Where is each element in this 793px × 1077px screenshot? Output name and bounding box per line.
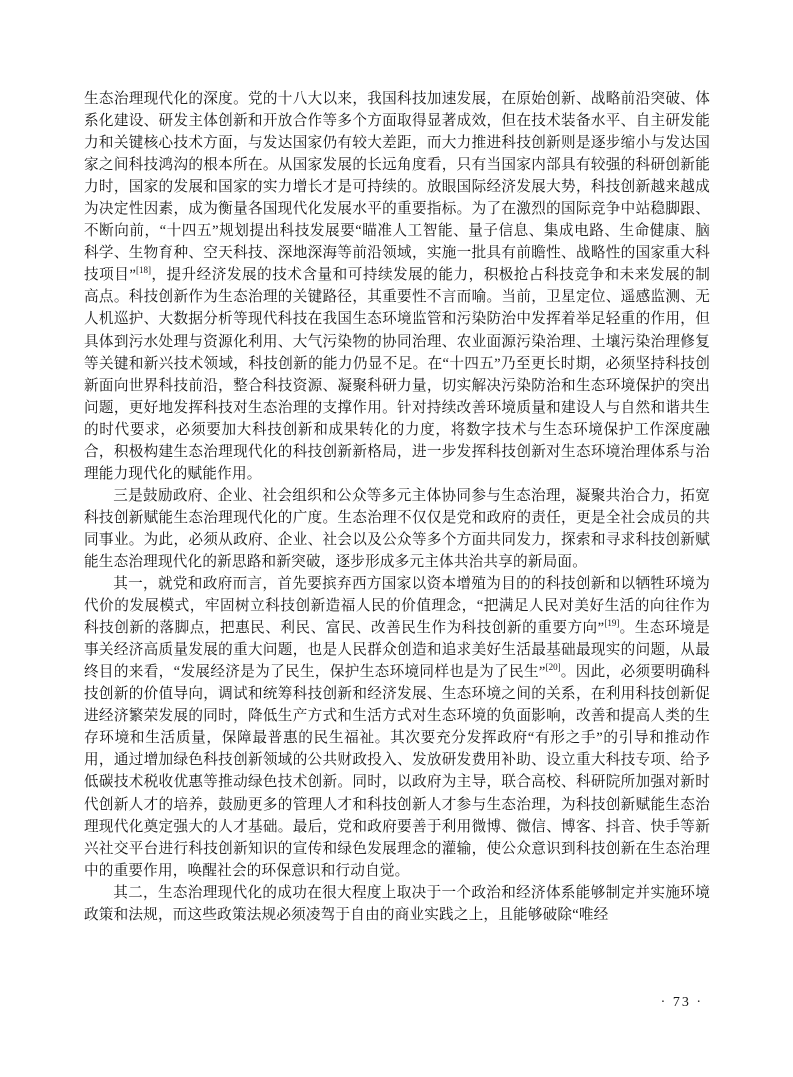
- page-number: · 73 ·: [660, 995, 703, 1010]
- body-text: [84, 88, 710, 926]
- paragraph: 其二，生态治理现代化的成功在很大程度上取决于一个政治和经济体系能够制定并实施环境政策和法规，而这些政策法规必须凌驾于自由的商业实践之上，且能够破除“唯经: [84, 884, 710, 923]
- citation-ref: [19]: [604, 618, 620, 629]
- paragraph: 三是鼓励政府、企业、社会组织和公众等多元主体协同参与生态治理，凝聚共治合力，拓宽科技创新赋能生态治理现代化的广度。生态治理不仅仅是党和政府的责任，更是全社会成员的共同事业。为此，必须从政府、企业、社会以及公众等多个方面共同发力，探索和寻求科技创新赋能生态治理现代化的新思路和新突破，逐步形成多元主体共治共享的新局面。: [84, 487, 710, 570]
- paragraph: 其一，就党和政府而言，首先要摈弃西方国家以资本增殖为目的的科技创新和以牺牲环境为代价的发展模式，牢固树立科技创新造福人民的价值理念，“把满足人民对美好生活的向往作为科技创新的落脚点，把惠民、利民、富民、改善民生作为科技创新的重要方向”[19]。生态环境是事关经济高质量发展的重大问题，也是人民群众创造和追求美好生活最基础最现实的问题，从最终目的来看，“发展经济是为了民生，保护生态环境同样也是为了民生”[20]。因此，必须要明确科技创新的价值导向，调试和统筹科技创新和经济发展、生态环境之间的关系，在利用科技创新促进经济繁荣发展的同时，降低生产方式和生活方式对生态环境的负面影响，改善和提高人类的生存环境和生活质量，保障最普惠的民生福祉。其次要充分发挥政府“有形之手”的引导和推动作用，通过增加绿色科技创新领域的公共财政投入、发放研发费用补助、设立重大科技专项、给予低碳技术税收优惠等推动绿色技术创新。同时，以政府为主导，联合高校、科研院所加强对新时代创新人才的培养，鼓励更多的管理人才和科技创新人才参与生态治理，为科技创新赋能生态治理现代化奠定强大的人才基础。最后，党和政府要善于利用微博、微信、博客、抖音、快手等新兴社交平台进行科技创新知识的宣传和绿色发展理念的灌输，使公众意识到科技创新在生态治理中的重要作用，唤醒社会的环保意识和行动自觉。: [84, 576, 711, 879]
- citation-ref: [20]: [545, 662, 561, 673]
- citation-ref: [18]: [136, 265, 152, 276]
- paragraph: 生态治理现代化的深度。党的十八大以来，我国科技加速发展，在原始创新、战略前沿突破、体系化建设、研发主体创新和开放合作等多个方面取得显著成效，但在技术装备水平、自主研发能力和关键核心技术方面，与发达国家仍有较大差距，而大力推进科技创新则是逐步缩小与发达国家之间科技鸿沟的根本所在。从国家发展的长远角度看，只有当国家内部具有较强的科研创新能力时，国家的发展和国家的实力增长才是可持续的。放眼国际经济发展大势，科技创新越来越成为决定性因素，成为衡量各国现代化发展水平的重要指标。为了在激烈的国际竞争中站稳脚跟、不断向前，“十四五”规划提出科技发展要“瞄准人工智能、量子信息、集成电路、生命健康、脑科学、生物育种、空天科技、深地深海等前沿领域，实施一批具有前瞻性、战略性的国家重大科技项目”[18]，提升经济发展的技术含量和可持续发展的能力，积极抢占科技竞争和未来发展的制高点。科技创新作为生态治理的关键路径，其重要性不言而喻。当前，卫星定位、遥感监测、无人机巡护、大数据分析等现代科技在我国生态环境监管和污染防治中发挥着举足轻重的作用，但具体到污水处理与资源化利用、大气污染物的协同治理、农业面源污染治理、土壤污染治理修复等关键和新兴技术领域，科技创新的能力仍显不足。在“十四五”乃至更长时期，必须坚持科技创新面向世界科技前沿，整合科技资源、凝聚科研力量，切实解决污染防治和生态环境保护的突出问题，更好地发挥科技对生态治理的支撑作用。针对持续改善环境质量和建设人与自然和谐共生的时代要求，必须要加大科技创新和成果转化的力度，将数字技术与生态环境保护工作深度融合，积极构建生态治理现代化的科技创新新格局，进一步发挥科技创新对生态环境治理体系与治理能力现代化的赋能作用。: [84, 91, 711, 482]
